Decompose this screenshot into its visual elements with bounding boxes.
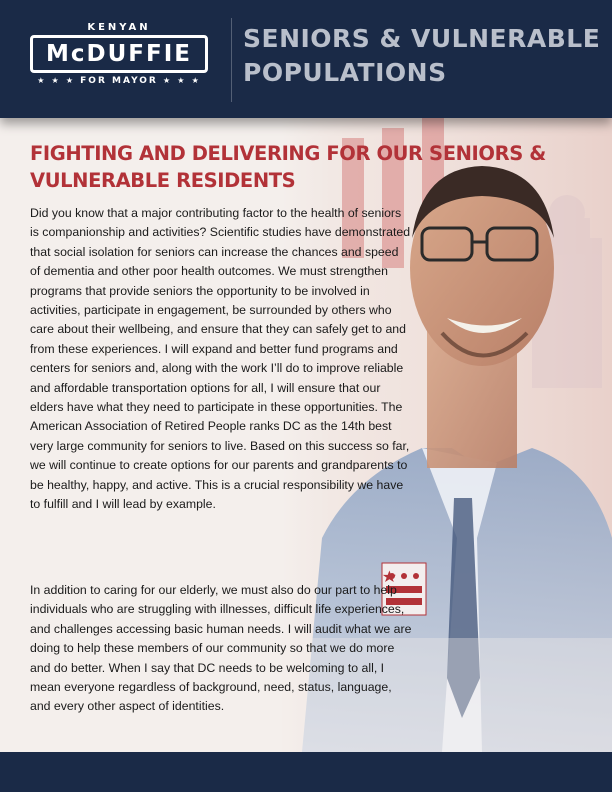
logo-first-name: KENYAN bbox=[87, 22, 151, 33]
star-icon: ★ bbox=[191, 76, 201, 85]
section-title-line: SENIORS & VULNERABLE bbox=[243, 24, 601, 53]
main-content bbox=[0, 118, 612, 752]
body-paragraph: Did you know that a major contributing factor to the health of seniors is companionship and activities? Scientific studies have demonstrated that social isolation for seniors can increase the chances and speed of dementia and other poor health outcomes. We must strengthen programs that provide seniors the opportunity to be involved in activities, participate in engagement, be surrounded by others who care about their wellbeing, and ensure that they can safely get to and from these experiences. I will expand and better fund programs and centers for seniors and, along with the work I’ll do to improve reliable and affordable transportation options for all, I will ensure that our elders have what they need to participate in these opportunities. The American Association of Retired People ranks DC as the 14th best very large community for seniors to live. Based on this success so far, we will continue to create options for our parents and grandparents to be healthy, happy, and active. This is a crucial responsibility we have to fulfill and I will lead by example. bbox=[30, 206, 411, 512]
star-icon: ★ bbox=[177, 76, 187, 85]
campaign-logo bbox=[30, 22, 208, 94]
headline bbox=[30, 140, 590, 194]
headline-line: VULNERABLE RESIDENTS bbox=[30, 169, 296, 192]
star-icon: ★ bbox=[51, 76, 61, 85]
star-icon: ★ bbox=[65, 76, 75, 85]
logo-tagline-text: FOR MAYOR bbox=[80, 76, 158, 86]
star-icon: ★ bbox=[162, 76, 173, 85]
logo-last-name: McDUFFIE bbox=[30, 35, 208, 73]
section-title bbox=[243, 22, 603, 90]
header-divider bbox=[231, 18, 232, 102]
page-footer bbox=[0, 752, 612, 792]
body-paragraph: In addition to caring for our elderly, we must also do our part to help individuals who are struggling with illnesses, difficult life experiences, and challenges accessing basic human needs. I will audit what we are doing to help these members of our community so that we do more and do better. When I say that DC needs to be welcoming to all, I mean everyone regardless of background, need, status, language, and every other aspect of identities. bbox=[30, 583, 412, 714]
star-icon: ★ bbox=[37, 76, 47, 85]
page-header bbox=[0, 0, 612, 118]
logo-tagline bbox=[30, 75, 208, 87]
headline-line: FIGHTING AND DELIVERING FOR OUR SENIORS & bbox=[30, 142, 546, 165]
section-title-line: POPULATIONS bbox=[243, 58, 447, 87]
